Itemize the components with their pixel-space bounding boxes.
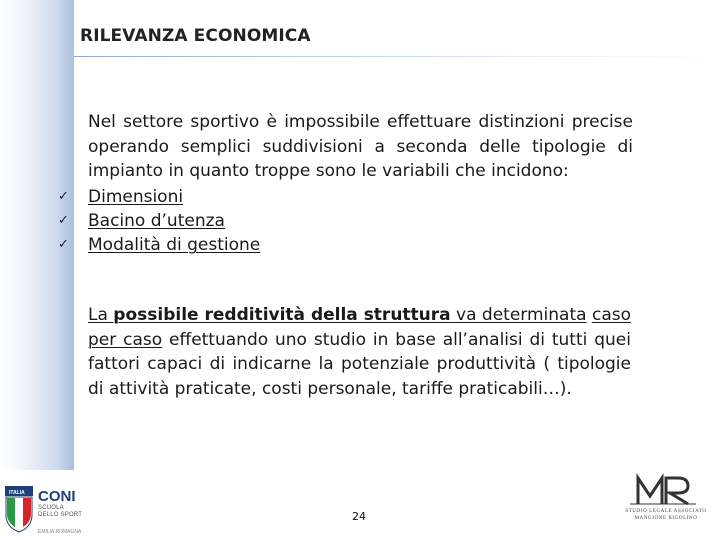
coni-wordmark: CONI: [38, 488, 76, 505]
coni-region: EMILIA ROMAGNA: [38, 529, 82, 535]
para-emphasis: possibile redditività della struttura: [113, 305, 451, 325]
slide-title: RILEVANZA ECONOMICA: [80, 26, 311, 46]
coni-subtitle: [38, 505, 82, 518]
italia-label: ITALIA: [9, 490, 25, 496]
para-body: effettuando uno studio in base all’analisi di tutti quei fattori capaci di indicarne la potenziale produttività ( tipologie di attività praticate, costi personale, tariffe praticabili…).: [88, 329, 631, 399]
studio-legale-logo: [614, 470, 718, 534]
page-number: 24: [352, 510, 366, 523]
check-list: [58, 185, 260, 257]
studio-name-line1: STUDIO LEGALE ASSOCIATO: [625, 509, 707, 514]
checkmark-icon: ✓: [58, 237, 69, 252]
para-determinata: va determinata: [450, 305, 587, 325]
check-item-label: Bacino d’utenza: [88, 211, 225, 231]
coni-subtitle-line2: DELLO SPORT: [38, 511, 83, 518]
check-item-bacino: [58, 209, 260, 233]
checkmark-icon: ✓: [58, 213, 69, 228]
title-divider: [74, 56, 720, 57]
check-item-label: Dimensioni: [88, 187, 184, 207]
coni-logo: [4, 485, 86, 537]
para-lead: La: [88, 305, 114, 325]
profitability-paragraph: [88, 303, 631, 401]
coni-subtitle-line1: SCUOLA: [38, 505, 64, 511]
check-item-gestione: [58, 233, 260, 257]
check-item-dimensioni: [58, 185, 260, 209]
checkmark-icon: ✓: [58, 189, 69, 204]
check-item-label: Modalità di gestione: [88, 235, 261, 255]
mr-monogram-icon: [614, 470, 718, 508]
para-caso-per-caso: caso per caso: [88, 305, 631, 350]
studio-name-line2: MANGIONE RIGOLINO: [634, 516, 698, 521]
intro-text: Nel settore sportivo è impossibile effettuare distinzioni precise operando semplici suddivisioni a seconda delle tipologie di impianto in quanto troppe sono le variabili che incidono:: [88, 112, 633, 181]
